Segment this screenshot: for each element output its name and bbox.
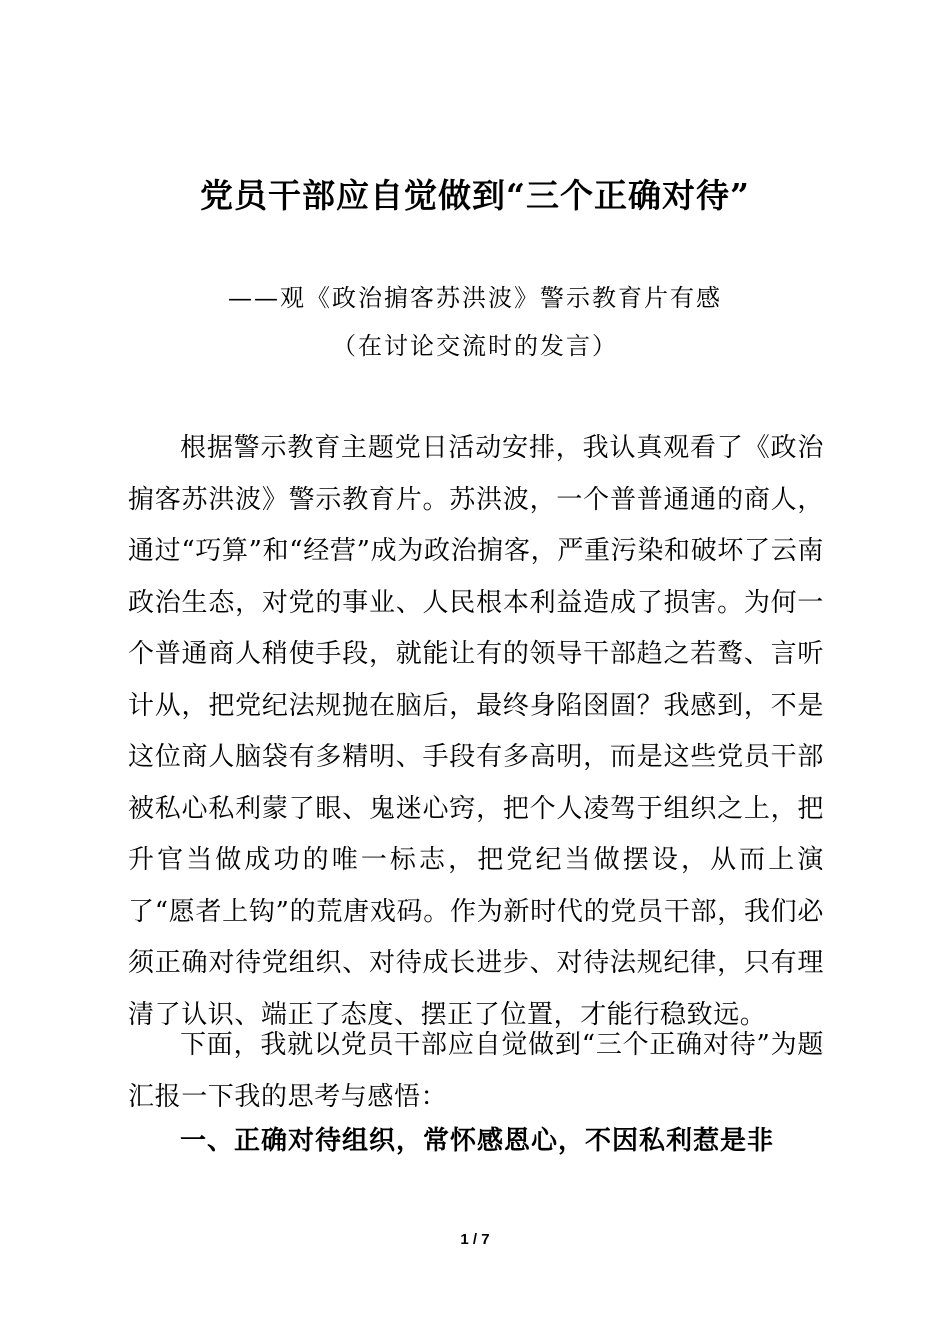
body-paragraph: 下面，我就以党员干部应自觉做到“三个正确对待”为题汇报一下我的思考与感悟：	[128, 1030, 824, 1112]
body-paragraph: 根据警示教育主题党日活动安排，我认真观看了《政治掮客苏洪波》警示教育片。苏洪波，一个普普通通的商人，通过“巧算”和“经营”成为政治掮客，严重污染和破坏了云南政治生态，对党的事业、人民根本利益造成了损害。为何一个普通商人稍使手段，就能让有的领导干部趋之若鹜、言听计从，把党纪法规抛在脑后，最终身陷囹圄？我感到，不是这位商人脑袋有多精明、手段有多高明，而是这些党员干部被私心私利蒙了眼、鬼迷心窍，把个人凌驾于组织之上，把升官当做成功的唯一标志，把党纪当做摆设，从而上演了“愿者上钩”的荒唐戏码。作为新时代的党员干部，我们必须正确对待党组织、对待成长进步、对待法规纪律，只有理清了认识、端正了态度、摆正了位置，才能行稳致远。	[128, 433, 824, 1030]
page-number: 1 / 7	[460, 1231, 490, 1248]
document-subtitle: ——观《政治掮客苏洪波》警示教育片有感	[228, 284, 722, 312]
section-heading: 一、正确对待组织，常怀感恩心，不因私利惹是非	[180, 1126, 775, 1156]
document-title: 党员干部应自觉做到“三个正确对待”	[200, 176, 750, 215]
document-occasion-note: （在讨论交流时的发言）	[332, 332, 618, 360]
